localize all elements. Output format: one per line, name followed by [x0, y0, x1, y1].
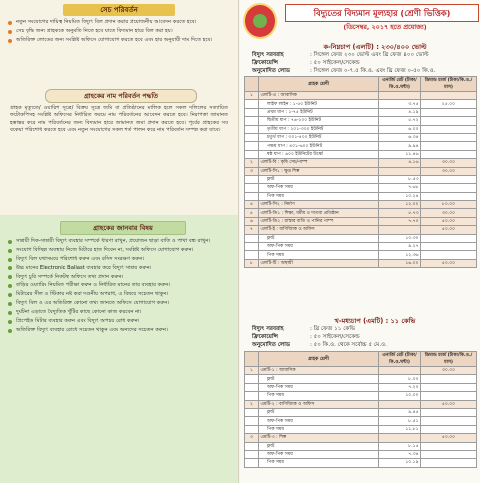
bullet-icon — [8, 249, 12, 253]
demand-charge-cell — [421, 125, 477, 133]
list-item: দুর্ঘটনা এড়াতে বৈদ্যুতিক খুঁটির কাছে কোনো কাজ করবেন না। — [8, 309, 232, 317]
table-row — [245, 392, 477, 400]
bullet-icon — [8, 293, 12, 297]
bullet-icon — [8, 320, 12, 324]
demand-charge-cell — [421, 142, 477, 150]
demand-charge-cell — [421, 251, 477, 259]
table-row — [245, 150, 477, 158]
load-change-title: সেচ পরিবর্তন — [63, 4, 175, 16]
category-cell: চতুর্থ ধাপ : ৩০১-৪০০ ইউনিট — [259, 133, 379, 141]
table-row — [245, 259, 477, 267]
bullet-icon — [8, 30, 12, 34]
energy-rate-cell: ১০.২৪ — [379, 192, 421, 200]
category-cell: অফ-পিক সময় — [259, 383, 379, 391]
mt-tariff-table: গ্রাহক শ্রেণী এনার্জি রেট (টাকা/কি.ও.ঘন্টা) ডিমান্ড চার্জ (টাকা/কি.ও./মাস) ১ এমটি-১ : আবাসিক ৩০.০০ ফ্লাট ৮.০০ অফ-পিক সময় ৭.২০ পিক সময় ১০.০০ ২ এমটি-২ : বাণিজ্যিক ও অফিস ৫০.০০ ফ্লাট ৯.৪৫ অফ-পিক সময় ৮.৫১ পিক সময় ১১.৮১ ৩ এমটি-৩ : শিল্প ৫০.০০ ফ্লাট ৮.১৫ অফ-পিক সময় ৭.৩৪ পিক সময় ১০.১৯ — [244, 351, 477, 468]
demand-charge-cell: ৫০.০০ — [421, 217, 477, 225]
row-number — [245, 142, 259, 150]
table-row — [245, 251, 477, 259]
category-cell: অফ-পিক সময় — [259, 243, 379, 251]
demand-charge-cell — [421, 408, 477, 416]
energy-rate-cell — [379, 167, 421, 175]
category-cell: ফ্লাট — [259, 375, 379, 383]
demand-charge-cell — [421, 175, 477, 183]
list-item: বিদ্যুৎ চুরি সম্পর্কে নিকটস্থ অফিসে তথ্য প্রদান করুন। — [8, 274, 232, 282]
category-cell: অফ-পিক সময় — [259, 450, 379, 458]
list-item: অতিরিক্ত বিদ্যুৎ ব্যবহার রোধে সচেতন থাকুন এবং অন্যদের সচেতন করুন। — [8, 327, 232, 335]
demand-charge-cell — [421, 234, 477, 242]
table-row — [245, 201, 477, 209]
category-cell: এলটি-সি২ : নির্মাণ — [259, 201, 379, 209]
category-cell: প্রথম ধাপ : ১-৭৫ ইউনিট — [259, 108, 379, 116]
table-row — [245, 184, 477, 192]
logo-icon — [243, 3, 277, 39]
table-row — [245, 209, 477, 217]
category-cell: এলটি-বি : কৃষি সেচ/পাম্প — [259, 159, 379, 167]
category-cell: ফ্লাট — [259, 175, 379, 183]
bullet-icon — [8, 302, 12, 306]
lt-tariff-table: গ্রাহক শ্রেণী এনার্জি রেট (টাকা/কি.ও.ঘন্টা) ডিমান্ড চার্জ (টাকা/কি.ও./মাস) ১ এলটি-এ : আবাসিক লাইফ লাইন : ১-৫০ ইউনিট ৩.৭৫ ২৫.০০ প্রথম ধাপ : ১-৭৫ ইউনিট ৪.১৯ দ্বিতীয় ধাপ : ৭৬-২০০ ইউনিট ৫.৭২ তৃতীয় ধাপ : ২০১-৩০০ ইউনিট ৬.০০ চতুর্থ ধাপ : ৩০১-৪০০ ইউনিট ৬.৩৪ পঞ্চম ধাপ : ৪০১-৬০০ ইউনিট ৯.৯৪ ষষ্ঠ ধাপ : ৬০০ ইউনিটের উর্ধ্বে ১১.৪৬ ২ এলটি-বি : কৃষি সেচ/পাম্প ৪.১৬ ৩০.০০ ৩ এলটি-সি১ : ক্ষুদ্র শিল্প ৩০.০০ ফ্লাট ৮.৫৩ অফ-পিক সময় ৭.৬৮ পিক সময় ১০.২৪ ৪ এলটি-সি২ : নির্মাণ ১২.০০ ৮০.০০ ৫ এলটি-ডি১ : শিক্ষা, ধর্মীয় ও দাতব্য প্রতিষ্ঠান ৫.৭৩ ৩০.০০ ৬ এলটি-ডি২ : রাস্তার বাতি ও পানির পাম্প ৭.৭০ ৫০.০০ ৭ এলটি-ই : বাণিজ্যিক ও অফিস ৫০.০০ ফ্লাট ১০.৩০ অফ-পিক সময় ৯.২৭ পিক সময় ১২.৩৬ ৮ এলটি-টি : অস্থায়ী ১৬.০০ ৫০.০০ — [244, 76, 477, 268]
category-cell: দ্বিতীয় ধাপ : ৭৬-২০০ ইউনিট — [259, 117, 379, 125]
category-cell: পিক সময় — [259, 192, 379, 200]
list-item: প্রিপেইড মিটার ব্যবহার করুন এবং বিদ্যুৎ অপচয় রোধ করুন। — [8, 318, 232, 326]
demand-charge-cell — [421, 392, 477, 400]
row-number — [245, 442, 259, 450]
table-row — [245, 400, 477, 408]
demand-charge-cell — [421, 375, 477, 383]
row-number — [245, 125, 259, 133]
row-number — [245, 459, 259, 467]
bullet-icon — [8, 21, 12, 25]
list-item: উচ্চ মানের Electronic Ballast ব্যবহার করে বিদ্যুৎ সাশ্রয় করুন। — [8, 265, 232, 273]
row-number — [245, 184, 259, 192]
table-row — [245, 383, 477, 391]
row-number — [245, 417, 259, 425]
list-item: বিদ্যুৎ বিল ও এর অতিরিক্ত কোনো তথ্য জানতে অফিসে যোগাযোগ করুন। — [8, 300, 232, 308]
demand-charge-cell — [421, 450, 477, 458]
demand-charge-cell — [421, 192, 477, 200]
demand-charge-cell — [421, 417, 477, 425]
table-row — [245, 117, 477, 125]
energy-rate-cell: ৭.২০ — [379, 383, 421, 391]
category-cell: এলটি-সি১ : ক্ষুদ্র শিল্প — [259, 167, 379, 175]
row-number — [245, 425, 259, 433]
bullet-icon — [8, 275, 12, 279]
category-cell: অফ-পিক সময় — [259, 417, 379, 425]
category-cell: পঞ্চম ধাপ : ৪০১-৬০০ ইউনিট — [259, 142, 379, 150]
row-number — [245, 375, 259, 383]
list-item: বিদ্যুৎ বিল যথাসময়ে পরিশোধ করুন এবং রসিদ সংরক্ষণ করুন। — [8, 256, 232, 264]
energy-rate-cell: ৫.৭২ — [379, 117, 421, 125]
tips-title: গ্রাহকের জানবার বিষয় — [60, 221, 186, 235]
demand-charge-cell: ৩০.০০ — [421, 167, 477, 175]
table-row — [245, 367, 477, 375]
table-row — [245, 92, 477, 100]
demand-charge-cell — [421, 150, 477, 158]
bullet-icon — [8, 266, 12, 270]
row-number — [245, 117, 259, 125]
energy-rate-cell: ৭.৩৪ — [379, 450, 421, 458]
category-cell: ফ্লাট — [259, 234, 379, 242]
table-row — [245, 434, 477, 442]
energy-rate-cell: ৮.৫৩ — [379, 175, 421, 183]
bullet-icon — [8, 311, 12, 315]
table-row — [245, 217, 477, 225]
name-change-text: গ্রাহক মৃত্যুতে/ ওয়ারিশ সূত্রে/ বিক্রয় সূত্রে জমি বা প্রতিষ্ঠানের মালিক হলে সকল দলিলের সত্যায়িত ফটোকপিসহ সংশ্লিষ্ট অফিসের নির্ধারিত ফরমে নাম পরিবর্তনের আবেদন করতে হবে। নিরাপত্তা জামানত হস্তান্তর করে নাম পরিবর্তনের জন্য বিদ্যমান হারে জামানত জমা প্রদান করতে হবে। পূর্বের গ্রাহকের সব বকেয়া পরিশোধ করতে হবে এবং নতুন সংযোগের সকল শর্ত পালন করে নাম পরিবর্তন সম্পন্ন করা যাবে। — [10, 105, 228, 133]
category-cell: তৃতীয় ধাপ : ২০১-৩০০ ইউনিট — [259, 125, 379, 133]
row-number: ৭ — [245, 226, 259, 234]
energy-rate-cell: ৪.১৬ — [379, 159, 421, 167]
energy-rate-cell: ৮.৫১ — [379, 417, 421, 425]
demand-charge-cell: ৮০.০০ — [421, 201, 477, 209]
demand-charge-cell: ৫০.০০ — [421, 400, 477, 408]
table-row — [245, 408, 477, 416]
section-b-info: বিদ্যুৎ সরবরাহ : থ্রি ফেজ ১১ কেভি ফ্রিকোয়েন্সি : ৫০ সাইকেল/সেকেন্ড অনুমোদিত লোড : ৫০ কি.ও. থেকে সর্বোচ্চ ৫ মে.ও. — [252, 326, 387, 348]
category-cell: অফ-পিক সময় — [259, 184, 379, 192]
energy-rate-cell: ৬.৩৪ — [379, 133, 421, 141]
row-number — [245, 450, 259, 458]
table-row — [245, 234, 477, 242]
category-cell: ষষ্ঠ ধাপ : ৬০০ ইউনিটের উর্ধ্বে — [259, 150, 379, 158]
energy-rate-cell: ৮.১৫ — [379, 442, 421, 450]
energy-rate-cell: ৩.৭৫ — [379, 100, 421, 108]
table-row — [245, 459, 477, 467]
category-cell: এমটি-২ : বাণিজ্যিক ও অফিস — [259, 400, 379, 408]
energy-rate-cell: ৭.৭০ — [379, 217, 421, 225]
demand-charge-cell: ৩০.০০ — [421, 209, 477, 217]
row-number: ৪ — [245, 201, 259, 209]
table-row — [245, 159, 477, 167]
table-row — [245, 243, 477, 251]
table-row — [245, 226, 477, 234]
table-row — [245, 142, 477, 150]
page-title: বিদ্যুতের বিদ্যমান মূল্যহার (শ্রেণী ভিত্তিক) — [285, 4, 479, 22]
demand-charge-cell — [421, 184, 477, 192]
category-cell: এলটি-এ : আবাসিক — [259, 92, 379, 100]
energy-rate-cell: ১০.৩০ — [379, 234, 421, 242]
table-row — [245, 450, 477, 458]
table-row — [245, 133, 477, 141]
demand-charge-cell — [421, 383, 477, 391]
list-item: নতুন সংযোগের দায়িত্ব নিয়মিত বিদ্যুৎ বিল প্রদান করার প্রয়োজনীয় আবেদন করতে হবে। — [8, 19, 232, 27]
demand-charge-cell — [421, 425, 477, 433]
energy-rate-cell: ৯.৪৫ — [379, 408, 421, 416]
table-row — [245, 125, 477, 133]
energy-rate-cell: ৬.০০ — [379, 125, 421, 133]
energy-rate-cell: ৫.৭৩ — [379, 209, 421, 217]
name-change-title: গ্রাহকের নাম পরিবর্তন পদ্ধতি — [45, 89, 197, 103]
energy-rate-cell — [379, 400, 421, 408]
demand-charge-cell: ২৫.০০ — [421, 100, 477, 108]
table-row — [245, 417, 477, 425]
demand-charge-cell — [421, 459, 477, 467]
section-a-info: বিদ্যুৎ সরবরাহ : সিঙ্গেল ফেজ ২৩০ ভোল্ট এবং থ্রি ফেজ ৪০০ ভোল্ট ফ্রিকোয়েন্সি : ৫০ সাইকেল/সেকেন্ড অনুমোদিত লোড : সিঙ্গেল ফেজ ০-৭.৫ কি.ও. এবং থ্রি ফেজ ০-৫০ কি.ও. — [252, 52, 436, 74]
row-number — [245, 150, 259, 158]
list-item: মিটারের সীল ও স্টিকার নষ্ট করা দণ্ডনীয় অপরাধ, এ বিষয়ে সচেতন থাকুন। — [8, 291, 232, 299]
table-row — [245, 108, 477, 116]
tips-list — [8, 238, 232, 336]
row-number: ১ — [245, 367, 259, 375]
demand-charge-cell — [421, 92, 477, 100]
demand-charge-cell: ৫০.০০ — [421, 226, 477, 234]
energy-rate-cell — [379, 226, 421, 234]
row-number: ৬ — [245, 217, 259, 225]
category-cell: এলটি-ডি২ : রাস্তার বাতি ও পানির পাম্প — [259, 217, 379, 225]
table-row — [245, 425, 477, 433]
energy-rate-cell: ৮.০০ — [379, 375, 421, 383]
row-number — [245, 175, 259, 183]
table-row — [245, 167, 477, 175]
table-row — [245, 375, 477, 383]
row-number — [245, 192, 259, 200]
header — [240, 0, 480, 38]
energy-rate-cell: ১২.৩৬ — [379, 251, 421, 259]
energy-rate-cell: ৯.৯৪ — [379, 142, 421, 150]
category-cell: পিক সময় — [259, 425, 379, 433]
demand-charge-cell — [421, 442, 477, 450]
category-cell: পিক সময় — [259, 251, 379, 259]
energy-rate-cell: ৯.২৭ — [379, 243, 421, 251]
row-number — [245, 243, 259, 251]
load-change-list — [8, 19, 232, 46]
category-cell: এমটি-১ : আবাসিক — [259, 367, 379, 375]
energy-rate-cell: ১০.১৯ — [379, 459, 421, 467]
energy-rate-cell: ১১.৮১ — [379, 425, 421, 433]
category-cell: এমটি-৩ : শিল্প — [259, 434, 379, 442]
category-cell: এলটি-ডি১ : শিক্ষা, ধর্মীয় ও দাতব্য প্রতিষ্ঠান — [259, 209, 379, 217]
row-number — [245, 100, 259, 108]
row-number: ২ — [245, 159, 259, 167]
energy-rate-cell — [379, 92, 421, 100]
demand-charge-cell: ৩০.০০ — [421, 367, 477, 375]
category-cell: পিক সময় — [259, 392, 379, 400]
demand-charge-cell: ৫০.০০ — [421, 259, 477, 267]
row-number — [245, 234, 259, 242]
list-item: সাশ্রয়ী দিক-সাশ্রয়ী বিদ্যুৎ ব্যবহার সম্পর্কে ধারণা রাখুন, প্রয়োজন ছাড়া বাতি ও পাখা বন্ধ রাখুন। — [8, 238, 232, 246]
row-number — [245, 392, 259, 400]
category-cell: ফ্লাট — [259, 408, 379, 416]
bullet-icon — [8, 39, 12, 43]
energy-rate-cell: ১১.৪৬ — [379, 150, 421, 158]
row-number — [245, 383, 259, 391]
energy-rate-cell — [379, 367, 421, 375]
energy-rate-cell — [379, 434, 421, 442]
section-a-heading: ক-নিম্নচাপ (এলটি) : ২৩০/৪০০ ভোল্ট — [323, 43, 427, 51]
row-number — [245, 133, 259, 141]
row-number — [245, 251, 259, 259]
row-number: ১ — [245, 92, 259, 100]
table-row — [245, 100, 477, 108]
list-item: সংযোগ বিচ্ছিন্ন অবস্থায় নিজে মিটারে হাত দিবেন না, সংশ্লিষ্ট অফিসে যোগাযোগ করুন। — [8, 247, 232, 255]
list-item: বাড়ির ওয়্যারিং নিয়মিত পরীক্ষা করুন ও নির্ধারিত মানের তার ব্যবহার করুন। — [8, 282, 232, 290]
row-number: ৩ — [245, 434, 259, 442]
demand-charge-cell — [421, 108, 477, 116]
demand-charge-cell — [421, 243, 477, 251]
row-number: ৩ — [245, 167, 259, 175]
table-row — [245, 192, 477, 200]
category-cell: এলটি-ই : বাণিজ্যিক ও অফিস — [259, 226, 379, 234]
energy-rate-cell: ১৬.০০ — [379, 259, 421, 267]
demand-charge-cell — [421, 117, 477, 125]
section-b-heading: খ-মধ্যচাপ (এমটি) : ১১ কেভি — [334, 317, 416, 325]
left-panel — [0, 0, 239, 483]
bullet-icon — [8, 329, 12, 333]
page-subtitle: (ডিসেম্বর, ২০১৭ হতে প্রযোজ্য) — [343, 23, 427, 31]
demand-charge-cell: ৩০.০০ — [421, 159, 477, 167]
demand-charge-cell — [421, 133, 477, 141]
bullet-icon — [8, 284, 12, 288]
row-number — [245, 408, 259, 416]
table-row — [245, 175, 477, 183]
row-number: ২ — [245, 400, 259, 408]
category-cell: এলটি-টি : অস্থায়ী — [259, 259, 379, 267]
energy-rate-cell: ৪.১৯ — [379, 108, 421, 116]
table-row — [245, 442, 477, 450]
bullet-icon — [8, 240, 12, 244]
category-cell: ফ্লাট — [259, 442, 379, 450]
row-number: ৮ — [245, 259, 259, 267]
energy-rate-cell: ৭.৬৮ — [379, 184, 421, 192]
bullet-icon — [8, 258, 12, 262]
list-item: অতিরিক্ত লোডের জন্য সংশ্লিষ্ট অফিসে যোগাযোগ করতে হবে এবং হার অনুযায়ী দাম দিতে হবে। — [8, 37, 232, 45]
demand-charge-cell: ৫০.০০ — [421, 434, 477, 442]
energy-rate-cell: ১০.০০ — [379, 392, 421, 400]
category-cell: লাইফ লাইন : ১-৫০ ইউনিট — [259, 100, 379, 108]
row-number: ৫ — [245, 209, 259, 217]
energy-rate-cell: ১২.০০ — [379, 201, 421, 209]
category-cell: পিক সময় — [259, 459, 379, 467]
right-panel — [240, 0, 480, 483]
list-item: সেচ বৃদ্ধি জন্য গ্রাহককে অনুমতি নিতে হবে যাতে বিদ্যমান হারে বিল করা হয়। — [8, 28, 232, 36]
row-number — [245, 108, 259, 116]
